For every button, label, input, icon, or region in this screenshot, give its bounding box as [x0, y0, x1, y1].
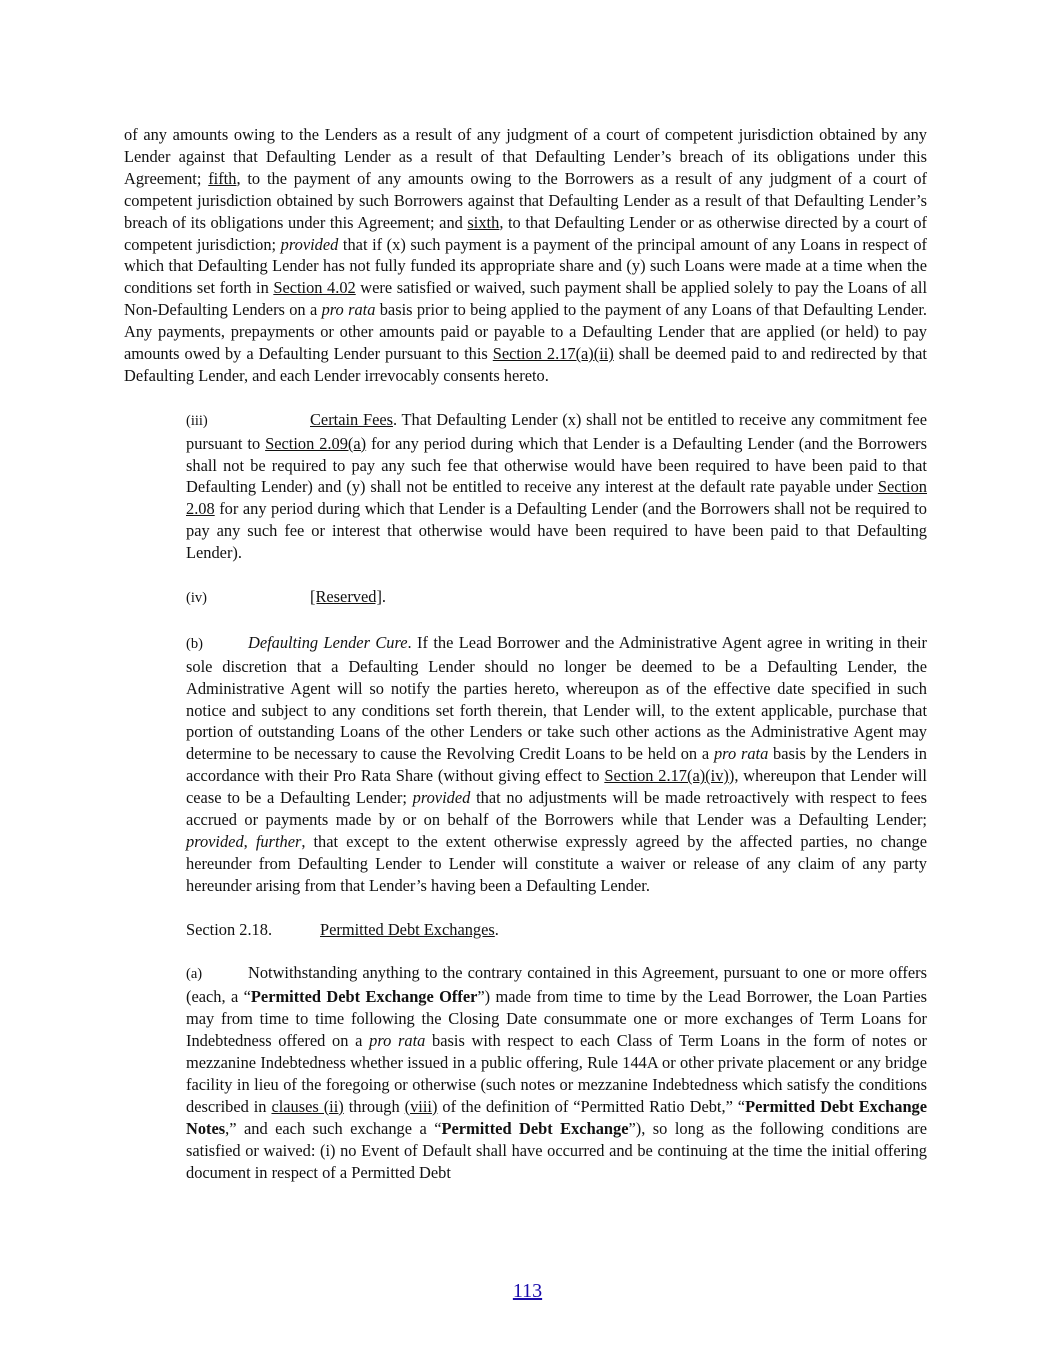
- clause-reference: clauses (ii): [271, 1096, 344, 1116]
- text-run: .: [494, 919, 499, 939]
- defined-term: Permitted Debt Exchange: [441, 1118, 629, 1138]
- defined-term: Permitted Debt Exchange Notes: [186, 1096, 928, 1138]
- text-run: basis prior to being applied to the payment of any Loans of that Defaulting Lender. Any payments, prepayments or other amounts paid or payable to a Defaulting Lender that are applied (or held) to pay amounts owed by a Defaulting Lender pursuant to this: [124, 300, 927, 364]
- text-run: ,: [243, 831, 256, 851]
- text-run: were satisfied or waived, such payment shall be applied solely to pay the Loans of all Non-Defaulting Lenders on a: [124, 278, 927, 320]
- text-run: that if (x) such payment is a payment of the principal amount of any Loans in respect of which that Defaulting Lender has not fully funded its appropriate share and (y) such Loans were made at a time when the conditions set forth in: [124, 234, 928, 298]
- italic-term: pro rata: [369, 1031, 426, 1051]
- text-run: . That Defaulting Lender (x) shall not be entitled to receive any commitment fee pursuant to: [186, 409, 927, 453]
- clause-number: (a): [186, 966, 203, 983]
- clause-heading: Certain Fees: [310, 409, 394, 429]
- clause-reference: (viii): [404, 1096, 438, 1116]
- section-reference: Section 2.09(a): [265, 433, 367, 453]
- italic-term: further: [255, 831, 302, 851]
- paragraph-certain-fees: [124, 409, 927, 564]
- text-run: ”) made from time to time by the Lead Borrower, the Loan Parties may from time to time following the Closing Date consummate one or more exchanges of Term Loans for Indebtedness offered on a: [186, 987, 927, 1051]
- paragraph-permitted-debt-exchange: [124, 962, 927, 1183]
- text-run: Notwithstanding anything to the contrary contained in this Agreement, pursuant to one or more offers (each, a “: [186, 963, 927, 1007]
- clause-number: (iv): [186, 590, 207, 606]
- paragraph-defaulting-lender-cure: [124, 632, 927, 897]
- clause-heading: [Reserved]: [310, 587, 382, 606]
- text-run: ,” and each such exchange a “: [225, 1118, 442, 1138]
- section-reference: Section 2.17(a)(ii): [492, 344, 614, 364]
- text-run: for any period during which that Lender is a Defaulting Lender (and the Borrowers shall not be required to pay any such fee that otherwise would have been required to have been paid to that Defaulting Lender) and (y) shall not be entitled to receive any interest at the default rate payable under: [186, 433, 927, 497]
- text-run: shall be deemed paid to and redirected by that Defaulting Lender, and each Lender irrevocably consents hereto.: [124, 344, 927, 385]
- italic-term: provided: [412, 788, 471, 808]
- text-run: .: [381, 587, 387, 606]
- section-label: Section 2.18.: [186, 919, 273, 939]
- underlined-term: fifth: [208, 168, 237, 188]
- section-reference: Section 4.02: [273, 278, 356, 298]
- text-run: of any amounts owing to the Lenders as a result of any judgment of a court of competent jurisdiction obtained by any Lender against that Defaulting Lender as a result of that Defaulting Lender’s breach of its obligations under this Agreement;: [124, 125, 927, 188]
- clause-heading: Defaulting Lender Cure: [248, 632, 408, 652]
- italic-term: provided: [280, 234, 339, 254]
- italic-term: pro rata: [321, 300, 376, 320]
- text-run: , that except to the extent otherwise expressly agreed by the affected parties, no change hereunder from Defaulting Lender to Lender will constitute a waiver or release of any claim of any party hereunder arising from that Lender’s having been a Defaulting Lender.: [186, 831, 927, 895]
- text-run: basis by the Lenders in accordance with their Pro Rata Share (without giving effect to: [186, 744, 927, 786]
- text-run: , to that Defaulting Lender or as otherwise directed by a court of competent jurisdiction;: [124, 212, 927, 254]
- paragraph-reserved: [124, 586, 927, 610]
- text-run: ), whereupon that Lender will cease to be a Defaulting Lender;: [186, 766, 927, 808]
- section-reference: Section 2.17(a)(iv): [604, 766, 729, 786]
- clause-number: (iii): [186, 412, 208, 429]
- underlined-term: sixth: [467, 212, 500, 232]
- text-run: for any period during which that Lender is a Defaulting Lender (and the Borrowers shall not be required to pay any such fee or interest that otherwise would have been required to have been paid to that Defaulting Lender).: [186, 499, 927, 563]
- italic-term: pro rata: [713, 744, 769, 764]
- text-run: through: [343, 1096, 405, 1116]
- text-run: , to the payment of any amounts owing to the Borrowers as a result of any judgment of a court of competent jurisdiction obtained by such Borrowers against that Defaulting Lender as a result of that Defaulting Lender’s breach of its obligations under this Agreement; and: [124, 168, 927, 232]
- text-run: that no adjustments will be made retroactively with respect to fees accrued or payments made by or on behalf of the Borrowers while that Lender was a Defaulting Lender;: [186, 788, 927, 830]
- document-page: [124, 124, 927, 1183]
- text-run: of the definition of “Permitted Ratio Debt,” “: [437, 1096, 746, 1116]
- text-run: ”), so long as the following conditions are satisfied or waived: (i) no Event of Default shall have occurred and be continuing at the time the initial offering document in respect of a Permitted Debt: [186, 1118, 927, 1182]
- paragraph-continuation: [124, 124, 927, 387]
- clause-number: (b): [186, 635, 203, 652]
- section-reference: Section 2.08: [186, 477, 927, 519]
- text-run: basis with respect to each Class of Term Loans in the form of notes or mezzanine Indebtedness whether issued in a public offering, Rule 144A or other private placement or any bridge facility in lieu of the foregoing or otherwise (such notes or mezzanine Indebtedness which satisfy the conditions described in: [186, 1031, 927, 1116]
- italic-term: provided: [186, 831, 244, 851]
- page-number-link[interactable]: 113: [512, 1280, 543, 1302]
- section-heading: Permitted Debt Exchanges: [320, 919, 495, 939]
- section-heading-2-18: [124, 919, 927, 941]
- text-run: . If the Lead Borrower and the Administrative Agent agree in writing in their sole discretion that a Defaulting Lender should no longer be deemed to be a Defaulting Lender, the Administrative Agent will so notify the parties hereto, whereupon as of the effective date specified in such notice and subject to any conditions set forth therein, that Lender will, to the extent applicable, purchase that portion of outstanding Loans of the other Lenders or take such other actions as the Administrative Agent may determine to be necessary to cause the Revolving Credit Loans to be held on a: [186, 632, 927, 764]
- defined-term: Permitted Debt Exchange Offer: [250, 987, 478, 1007]
